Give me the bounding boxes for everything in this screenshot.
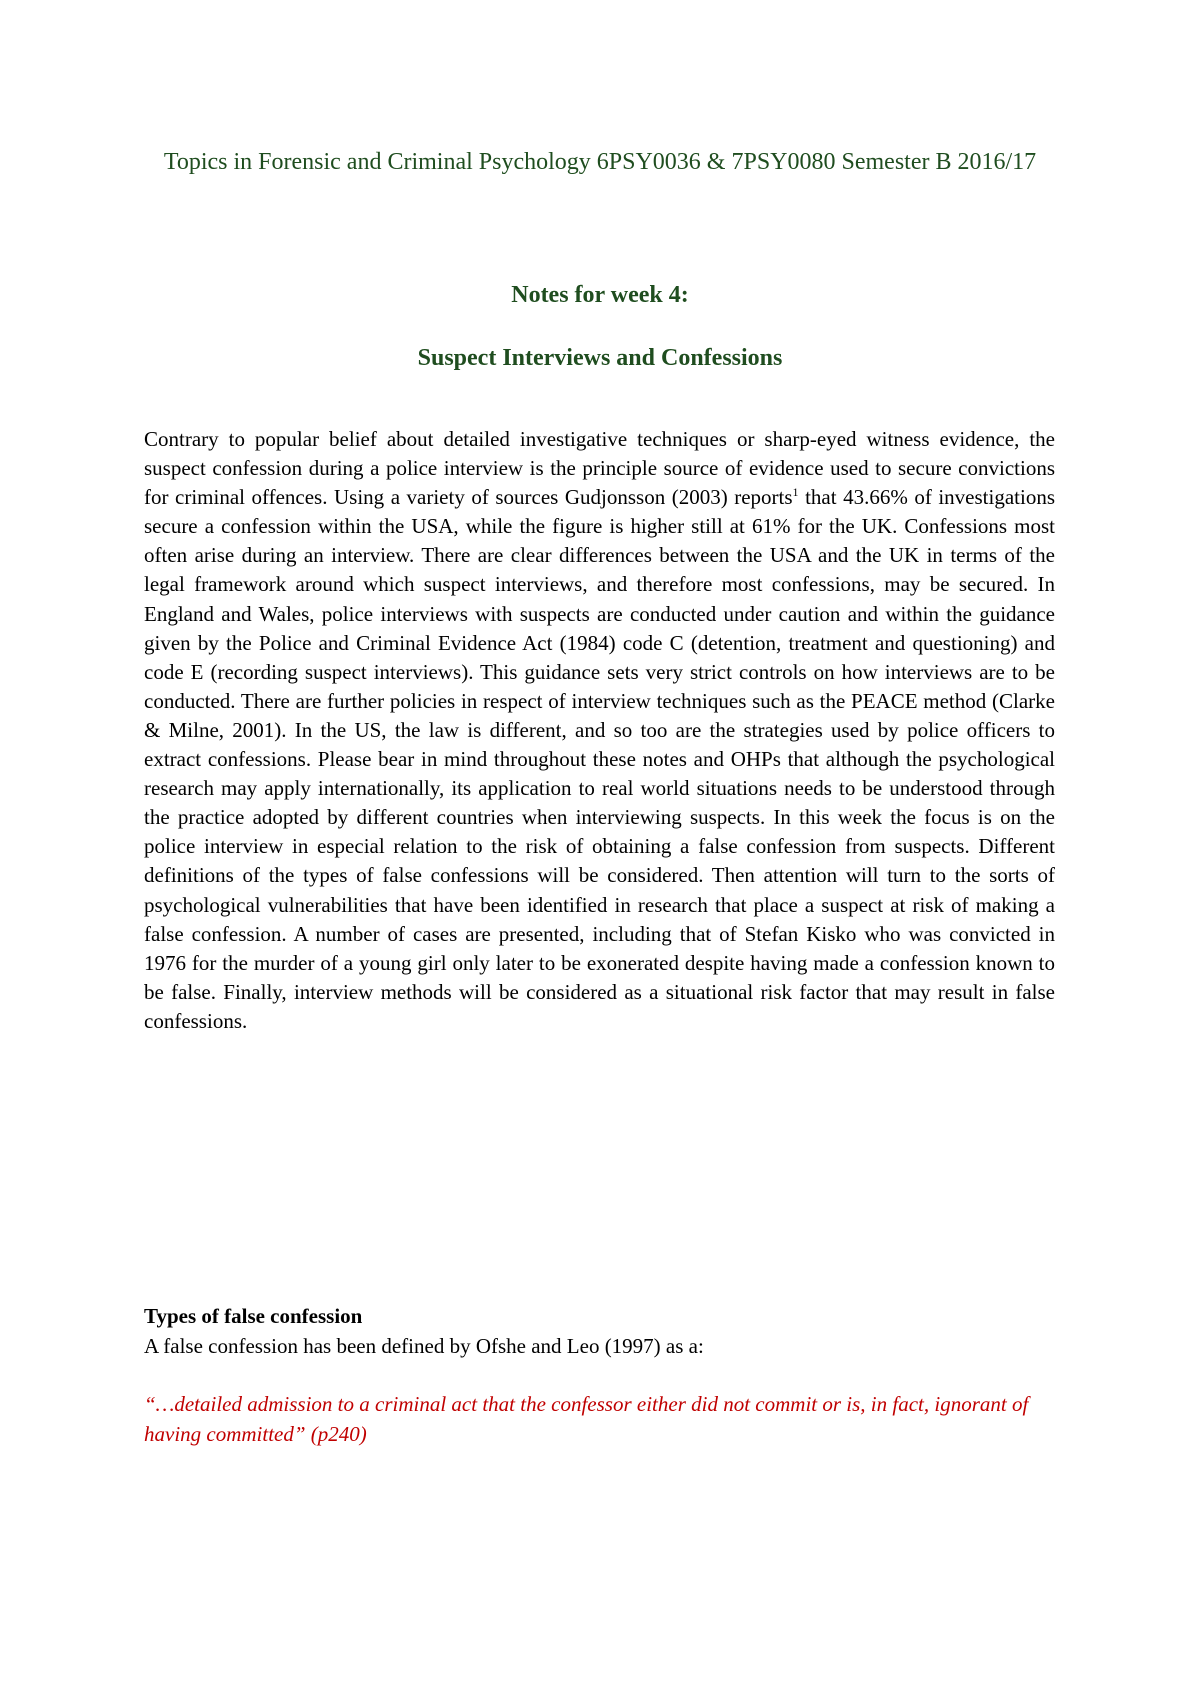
week-heading: Notes for week 4:: [511, 282, 689, 308]
intro-text-part-2: that 43.66% of investigations secure a confession within the USA, while the figure is higher still at 61% for the UK. Confessions most often arise during an interview. There are clear differences between the USA and the UK in terms of the legal framework around which suspect interviews, and therefore most confessions, may be secured. In England and Wales, police interviews with suspects are conducted under caution and within the guidance given by the Police and Criminal Evidence Act (1984) code C (detention, treatment and questioning) and code E (recording suspect interviews). This guidance sets very strict controls on how interviews are to be conducted. There are further policies in respect of interview techniques such as the PEACE method (Clarke & Milne, 2001). In the US, the law is different, and so too are the strategies used by police officers to extract confessions. Please bear in mind throughout these notes and OHPs that although the psychological research may apply internationally, its application to real world situations needs to be understood through the practice adopted by different countries when interviewing suspects. In this week the focus is on the police interview in especial relation to the risk of obtaining a false confession from suspects. Different definitions of the types of false confessions will be considered. Then attention will turn to the sorts of psychological vulnerabilities that have been identified in research that place a suspect at risk of making a false confession. A number of cases are presented, including that of Stefan Kisko who was convicted in 1976 for the murder of a young girl only later to be exonerated despite having made a confession known to be false. Finally, interview methods will be considered as a situational risk factor that may result in false confessions.: [144, 485, 1055, 1033]
intro-paragraph: [144, 425, 1055, 1036]
topic-heading: Suspect Interviews and Confessions: [417, 345, 783, 371]
course-title: Topics in Forensic and Criminal Psychology 6PSY0036 & 7PSY0080 Semester B 2016/17: [163, 149, 1037, 175]
definition-quote: “…detailed admission to a criminal act that the confessor either did not commit or is, in fact, ignorant of having committed” (p240): [144, 1392, 1029, 1446]
footnote-reference: 1: [792, 485, 799, 500]
intro-text-part-1: Contrary to popular belief about detailed investigative techniques or sharp-eyed witness evidence, the suspect confession during a police interview is the principle source of evidence used to secure convictions for criminal offences. Using a variety of sources Gudjonsson (2003) reports: [144, 427, 1055, 510]
definition-intro: A false confession has been defined by Ofshe and Leo (1997) as a:: [144, 1334, 704, 1358]
section-heading: Types of false confession: [144, 1304, 363, 1328]
